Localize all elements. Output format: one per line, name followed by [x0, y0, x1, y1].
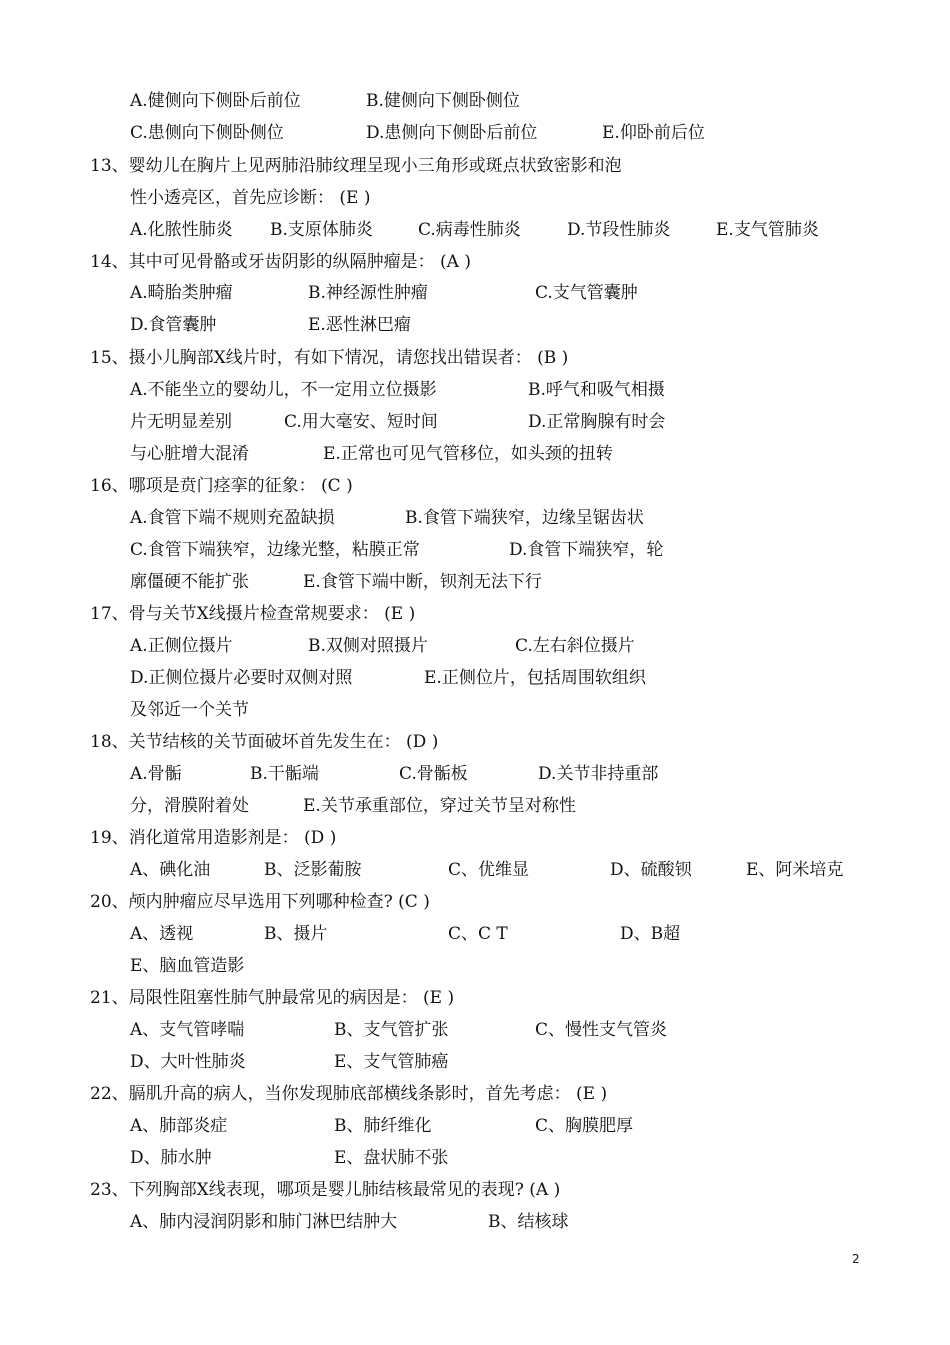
option-text: E.食管下端中断，钡剂无法下行 [303, 572, 542, 592]
option-text: B、摄片 [264, 924, 328, 944]
question-text: 19、消化道常用造影剂是： (D ) [90, 828, 337, 848]
option-text: D、肺水肿 [130, 1148, 212, 1168]
option-text: D、大叶性肺炎 [130, 1052, 246, 1072]
option-text: D.患侧向下侧卧后前位 [366, 123, 538, 143]
option-text: C.支气管囊肿 [535, 283, 638, 303]
question-text: 17、骨与关节X线摄片检查常规要求： (E ) [90, 604, 416, 624]
option-text: A、支气管哮喘 [130, 1020, 245, 1040]
option-text: E、盘状肺不张 [334, 1148, 449, 1168]
option-text: A.化脓性肺炎 [130, 220, 233, 240]
option-text: C、胸膜肥厚 [535, 1116, 634, 1136]
option-text: D.正常胸腺有时会 [528, 412, 666, 432]
option-text: A、透视 [130, 924, 194, 944]
option-text: E.支气管肺炎 [716, 220, 819, 240]
question-text: 18、关节结核的关节面破坏首先发生在： (D ) [90, 732, 439, 752]
option-text: D.节段性肺炎 [567, 220, 671, 240]
option-text: E.恶性淋巴瘤 [308, 315, 411, 335]
option-text: A、肺内浸润阴影和肺门淋巴结肿大 [130, 1212, 398, 1232]
option-text: 片无明显差别 [130, 412, 232, 432]
question-text: 20、颅内肿瘤应尽早选用下列哪种检查? (C ) [90, 892, 430, 912]
option-text: 性小透亮区，首先应诊断： (E ) [130, 188, 371, 208]
option-text: B.双侧对照摄片 [308, 636, 428, 656]
option-text: D、B超 [620, 924, 681, 944]
option-text: E、脑血管造影 [130, 956, 245, 976]
option-text: A.骨骺 [130, 764, 182, 784]
option-text: C.食管下端狭窄，边缘光整，粘膜正常 [130, 540, 420, 560]
option-text: C.左右斜位摄片 [515, 636, 635, 656]
option-text: D、硫酸钡 [610, 860, 692, 880]
option-text: B、结核球 [488, 1212, 569, 1232]
option-text: B、支气管扩张 [334, 1020, 449, 1040]
option-text: C.骨骺板 [399, 764, 468, 784]
option-text: 与心脏增大混淆 [130, 444, 249, 464]
option-text: D.关节非持重部 [538, 764, 659, 784]
question-text: 23、下列胸部X线表现，哪项是婴儿肺结核最常见的表现? (A ) [90, 1180, 561, 1200]
option-text: 分，滑膜附着处 [130, 796, 249, 816]
question-text: 22、膈肌升高的病人，当你发现肺底部横线条影时，首先考虑： (E ) [90, 1084, 608, 1104]
option-text: B.神经源性肿瘤 [308, 283, 428, 303]
option-text: B.健侧向下侧卧侧位 [366, 91, 520, 111]
question-text: 21、局限性阻塞性肺气肿最常见的病因是： (E ) [90, 988, 455, 1008]
option-text: B.干骺端 [250, 764, 319, 784]
option-text: 及邻近一个关节 [130, 700, 249, 720]
option-text: D.正侧位摄片必要时双侧对照 [130, 668, 353, 688]
question-text: 13、婴幼儿在胸片上见两肺沿肺纹理呈现小三角形或斑点状致密影和泡 [90, 156, 622, 176]
page-number: 2 [852, 1252, 860, 1266]
option-text: C.用大毫安、短时间 [284, 412, 438, 432]
question-text: 16、哪项是贲门痉挛的征象： (C ) [90, 476, 353, 496]
option-text: E.正侧位片，包括周围软组织 [424, 668, 646, 688]
option-text: E.关节承重部位，穿过关节呈对称性 [303, 796, 576, 816]
option-text: C、C T [448, 924, 508, 944]
option-text: A.畸胎类肿瘤 [130, 283, 233, 303]
option-text: C、优维显 [448, 860, 530, 880]
option-text: E、支气管肺癌 [334, 1052, 449, 1072]
question-text: 14、其中可见骨骼或牙齿阴影的纵隔肿瘤是： (A ) [90, 252, 471, 272]
option-text: D.食管下端狭窄，轮 [509, 540, 664, 560]
option-text: 廓僵硬不能扩张 [130, 572, 249, 592]
option-text: A.健侧向下侧卧后前位 [130, 91, 301, 111]
option-text: C.病毒性肺炎 [418, 220, 521, 240]
question-text: 15、摄小儿胸部X线片时，有如下情况，请您找出错误者： (B ) [90, 348, 569, 368]
option-text: E.仰卧前后位 [602, 123, 705, 143]
option-text: B.呼气和吸气相摄 [528, 380, 665, 400]
option-text: A.食管下端不规则充盈缺损 [130, 508, 335, 528]
option-text: E、阿米培克 [746, 860, 844, 880]
option-text: C.患侧向下侧卧侧位 [130, 123, 284, 143]
option-text: A、碘化油 [130, 860, 211, 880]
option-text: B.支原体肺炎 [270, 220, 373, 240]
option-text: A.正侧位摄片 [130, 636, 233, 656]
option-text: B、泛影葡胺 [264, 860, 362, 880]
option-text: D.食管囊肿 [130, 315, 217, 335]
option-text: C、慢性支气管炎 [535, 1020, 668, 1040]
option-text: A.不能坐立的婴幼儿，不一定用立位摄影 [130, 380, 437, 400]
option-text: B、肺纤维化 [334, 1116, 432, 1136]
option-text: A、肺部炎症 [130, 1116, 228, 1136]
option-text: B.食管下端狭窄，边缘呈锯齿状 [405, 508, 644, 528]
option-text: E.正常也可见气管移位，如头颈的扭转 [323, 444, 613, 464]
